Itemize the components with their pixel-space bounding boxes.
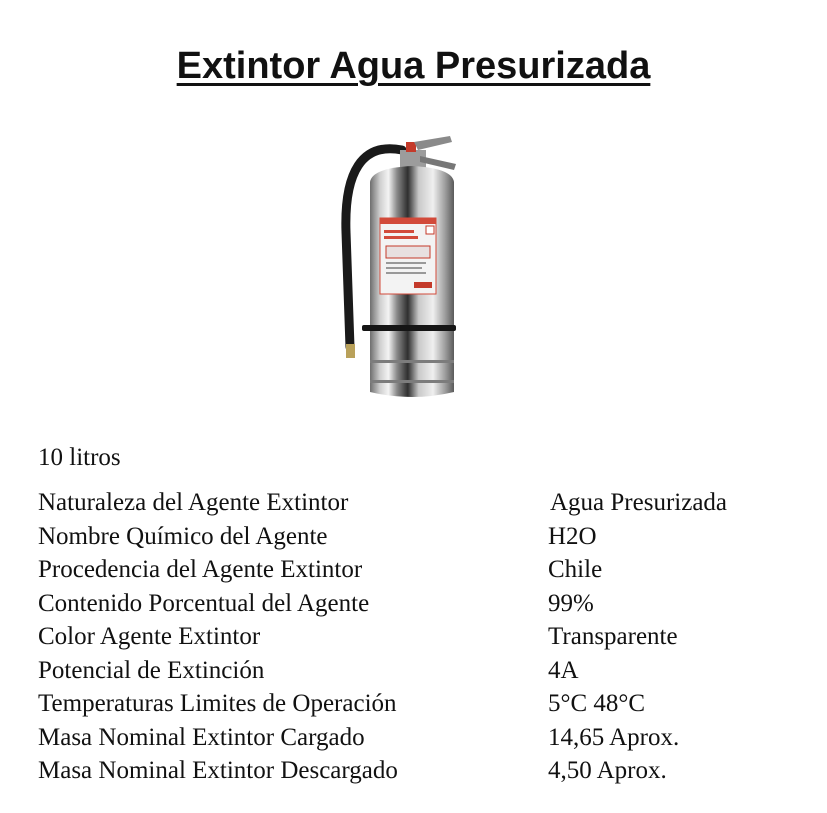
spec-row [38, 721, 798, 755]
extinguisher-image [322, 122, 472, 412]
spec-value: Chile [548, 556, 603, 583]
spec-value: 99% [548, 589, 594, 617]
spec-label: Masa Nominal Extintor Cargado [38, 723, 365, 751]
spec-label: Procedencia del Agente Extintor [38, 556, 363, 583]
spec-label: Contenido Porcentual del Agente [38, 589, 370, 617]
capacity-text: 10 litros [38, 444, 121, 471]
spec-label: Nombre Químico del Agente [38, 522, 328, 550]
page-title-text: Extintor Agua Presurizada [176, 45, 651, 88]
spec-row [38, 620, 798, 654]
spec-label: Naturaleza del Agente Extintor [38, 489, 349, 516]
spec-row [38, 754, 798, 788]
spec-value: 5°C 48°C [548, 690, 646, 717]
spec-value: Transparente [548, 623, 678, 650]
specs-table [38, 486, 798, 788]
spec-row [38, 520, 798, 554]
spec-label: Color Agente Extintor [38, 623, 261, 650]
spec-value: Agua Presurizada [550, 489, 728, 516]
spec-value: 4A [548, 656, 579, 684]
page-title [0, 43, 827, 89]
spec-value: 14,65 Aprox. [548, 723, 680, 751]
spec-label: Masa Nominal Extintor Descargado [38, 757, 398, 784]
spec-row [38, 654, 798, 688]
spec-row [38, 587, 798, 621]
spec-label: Potencial de Extinción [38, 656, 265, 684]
spec-row [38, 687, 798, 721]
spec-row [38, 553, 798, 587]
spec-value: 4,50 Aprox. [548, 757, 667, 784]
spec-value: H2O [548, 522, 597, 550]
spec-label: Temperaturas Limites de Operación [38, 690, 397, 717]
spec-row [38, 486, 798, 520]
